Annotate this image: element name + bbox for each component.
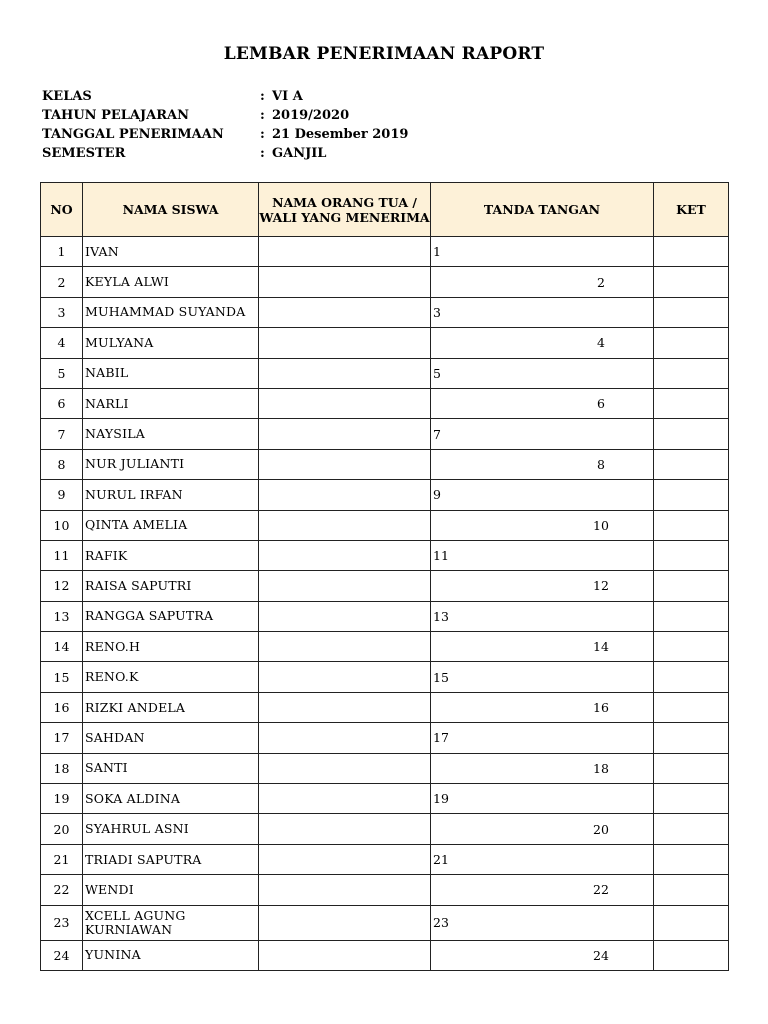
table-row (41, 449, 729, 479)
parent-name-cell (259, 632, 431, 662)
parent-name-cell (259, 814, 431, 844)
student-name: NURUL IRFAN (83, 480, 259, 510)
student-name: MUHAMMAD SUYANDA (83, 297, 259, 327)
ket-cell (654, 510, 729, 540)
student-name: YUNINA (83, 940, 259, 970)
student-name: RAISA SAPUTRI (83, 571, 259, 601)
student-name: IVAN (83, 237, 259, 267)
info-value: 21 Desember 2019 (272, 127, 409, 142)
ket-cell (654, 267, 729, 297)
info-value: GANJIL (272, 146, 327, 161)
student-name: XCELL AGUNG KURNIAWAN (83, 905, 259, 940)
info-value: 2019/2020 (272, 108, 350, 123)
table-row (41, 540, 729, 570)
signature-cell: 4 (431, 328, 654, 358)
row-number: 3 (41, 297, 83, 327)
student-name: QINTA AMELIA (83, 510, 259, 540)
signature-cell: 13 (431, 601, 654, 631)
table-row (41, 814, 729, 844)
ket-cell (654, 297, 729, 327)
info-value: VI A (272, 89, 303, 104)
attendance-table (40, 182, 729, 971)
signature-cell: 23 (431, 905, 654, 940)
row-number: 13 (41, 601, 83, 631)
student-name: KEYLA ALWI (83, 267, 259, 297)
row-number: 5 (41, 358, 83, 388)
signature-cell: 15 (431, 662, 654, 692)
parent-name-cell (259, 875, 431, 905)
row-number: 12 (41, 571, 83, 601)
info-label: TANGGAL PENERIMAAN (42, 127, 224, 142)
student-name: RENO.K (83, 662, 259, 692)
table-row (41, 723, 729, 753)
row-number: 24 (41, 940, 83, 970)
signature-cell: 21 (431, 844, 654, 874)
parent-name-cell (259, 905, 431, 940)
page-title: LEMBAR PENERIMAAN RAPORT (223, 44, 545, 64)
signature-cell: 8 (431, 449, 654, 479)
row-number: 17 (41, 723, 83, 753)
parent-name-cell (259, 297, 431, 327)
signature-cell: 18 (431, 753, 654, 783)
ket-cell (654, 601, 729, 631)
row-number: 14 (41, 632, 83, 662)
ket-cell (654, 814, 729, 844)
row-number: 7 (41, 419, 83, 449)
info-label: KELAS (42, 89, 92, 104)
signature-cell: 22 (431, 875, 654, 905)
ket-cell (654, 419, 729, 449)
student-name: SAHDAN (83, 723, 259, 753)
signature-cell: 5 (431, 358, 654, 388)
parent-name-cell (259, 510, 431, 540)
parent-name-cell (259, 388, 431, 418)
parent-name-cell (259, 358, 431, 388)
ket-cell (654, 237, 729, 267)
student-name: RIZKI ANDELA (83, 692, 259, 722)
ket-cell (654, 632, 729, 662)
table-row (41, 297, 729, 327)
student-name: RANGGA SAPUTRA (83, 601, 259, 631)
table-row (41, 905, 729, 940)
ket-cell (654, 449, 729, 479)
ket-cell (654, 753, 729, 783)
table-row (41, 844, 729, 874)
student-name: WENDI (83, 875, 259, 905)
signature-cell: 14 (431, 632, 654, 662)
row-number: 21 (41, 844, 83, 874)
ket-cell (654, 723, 729, 753)
table-row (41, 480, 729, 510)
table-row (41, 419, 729, 449)
row-number: 8 (41, 449, 83, 479)
parent-name-cell (259, 480, 431, 510)
table-row (41, 358, 729, 388)
table-row (41, 940, 729, 970)
parent-name-cell (259, 328, 431, 358)
parent-name-cell (259, 784, 431, 814)
signature-cell: 10 (431, 510, 654, 540)
row-number: 10 (41, 510, 83, 540)
parent-name-cell (259, 723, 431, 753)
parent-name-cell (259, 692, 431, 722)
table-row (41, 601, 729, 631)
table-row (41, 510, 729, 540)
parent-name-cell (259, 601, 431, 631)
ket-cell (654, 328, 729, 358)
parent-name-cell (259, 540, 431, 570)
ket-cell (654, 540, 729, 570)
table-row (41, 753, 729, 783)
ket-cell (654, 571, 729, 601)
info-row-semester: SEMESTER : GANJIL (42, 146, 327, 161)
ket-cell (654, 905, 729, 940)
header-no: NO (41, 183, 83, 237)
student-name: SANTI (83, 753, 259, 783)
row-number: 4 (41, 328, 83, 358)
info-label: SEMESTER (42, 146, 126, 161)
student-name: RENO.H (83, 632, 259, 662)
parent-name-cell (259, 237, 431, 267)
row-number: 6 (41, 388, 83, 418)
parent-name-cell (259, 753, 431, 783)
signature-cell: 7 (431, 419, 654, 449)
row-number: 23 (41, 905, 83, 940)
row-number: 1 (41, 237, 83, 267)
table-row (41, 571, 729, 601)
row-number: 9 (41, 480, 83, 510)
info-row-kelas: KELAS : VI A (42, 89, 303, 104)
signature-cell: 9 (431, 480, 654, 510)
info-block (42, 87, 408, 163)
row-number: 2 (41, 267, 83, 297)
signature-cell: 11 (431, 540, 654, 570)
signature-cell: 2 (431, 267, 654, 297)
table-row (41, 875, 729, 905)
signature-cell: 6 (431, 388, 654, 418)
student-name: MULYANA (83, 328, 259, 358)
ket-cell (654, 662, 729, 692)
ket-cell (654, 784, 729, 814)
parent-name-cell (259, 267, 431, 297)
table-header-row (41, 183, 729, 237)
header-tanda-tangan: TANDA TANGAN (431, 183, 654, 237)
ket-cell (654, 940, 729, 970)
row-number: 16 (41, 692, 83, 722)
student-name: NAYSILA (83, 419, 259, 449)
ket-cell (654, 480, 729, 510)
table-row (41, 784, 729, 814)
row-number: 11 (41, 540, 83, 570)
parent-name-cell (259, 571, 431, 601)
table-row (41, 267, 729, 297)
table-row (41, 237, 729, 267)
ket-cell (654, 358, 729, 388)
info-label: TAHUN PELAJARAN (42, 108, 189, 123)
info-row-tanggal: TANGGAL PENERIMAAN : 21 Desember 2019 (42, 127, 409, 142)
student-name: NARLI (83, 388, 259, 418)
table-row (41, 328, 729, 358)
signature-cell: 16 (431, 692, 654, 722)
student-name: NABIL (83, 358, 259, 388)
parent-name-cell (259, 662, 431, 692)
ket-cell (654, 875, 729, 905)
signature-cell: 24 (431, 940, 654, 970)
signature-cell: 19 (431, 784, 654, 814)
student-name: NUR JULIANTI (83, 449, 259, 479)
parent-name-cell (259, 449, 431, 479)
header-ket: KET (654, 183, 729, 237)
table-row (41, 632, 729, 662)
table-row (41, 692, 729, 722)
table-row (41, 388, 729, 418)
signature-cell: 1 (431, 237, 654, 267)
ket-cell (654, 388, 729, 418)
row-number: 19 (41, 784, 83, 814)
table-row (41, 662, 729, 692)
parent-name-cell (259, 844, 431, 874)
parent-name-cell (259, 419, 431, 449)
row-number: 18 (41, 753, 83, 783)
parent-name-cell (259, 940, 431, 970)
row-number: 15 (41, 662, 83, 692)
header-nama-siswa: NAMA SISWA (83, 183, 259, 237)
row-number: 20 (41, 814, 83, 844)
signature-cell: 20 (431, 814, 654, 844)
student-name: TRIADI SAPUTRA (83, 844, 259, 874)
info-row-tahun: TAHUN PELAJARAN : 2019/2020 (42, 108, 350, 123)
signature-cell: 12 (431, 571, 654, 601)
signature-cell: 3 (431, 297, 654, 327)
student-name: RAFIK (83, 540, 259, 570)
header-orang-tua: NAMA ORANG TUA / WALI YANG MENERIMA (259, 183, 431, 237)
ket-cell (654, 692, 729, 722)
student-name: SYAHRUL ASNI (83, 814, 259, 844)
ket-cell (654, 844, 729, 874)
signature-cell: 17 (431, 723, 654, 753)
student-name: SOKA ALDINA (83, 784, 259, 814)
row-number: 22 (41, 875, 83, 905)
